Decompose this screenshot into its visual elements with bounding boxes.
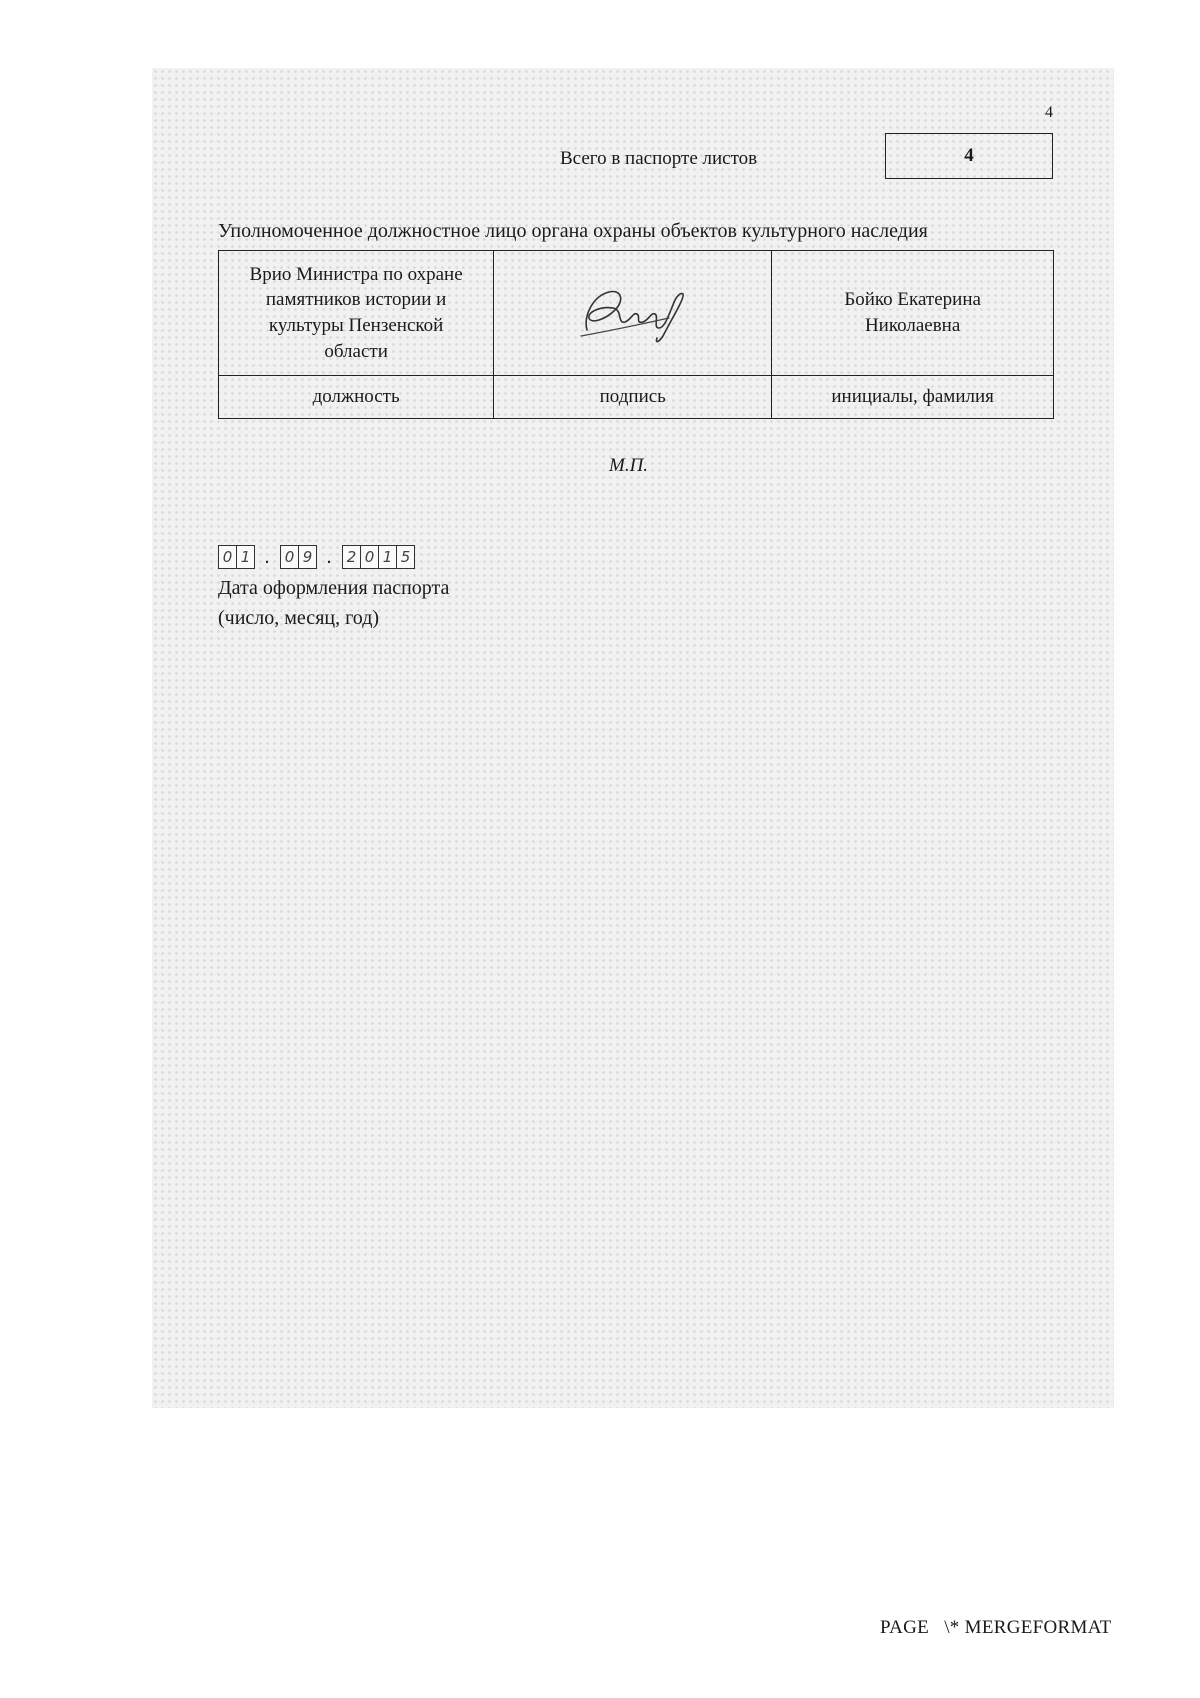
date-month-digit: 9 (298, 545, 317, 569)
seal-label: М.П. (609, 455, 649, 476)
date-boxes (218, 545, 414, 569)
name-cell (772, 251, 1054, 376)
date-year-digit: 2 (342, 545, 361, 569)
date-year-digit: 1 (378, 545, 397, 569)
signature-table-main-row (219, 251, 1054, 376)
date-caption (218, 573, 449, 633)
position-line: Врио Министра по охране (249, 263, 463, 285)
signature-caption: подпись (494, 376, 772, 419)
date-separator: . (264, 546, 270, 568)
date-caption-line: (число, месяц, год) (218, 607, 380, 629)
handwritten-signature (573, 278, 693, 348)
position-cell (219, 251, 494, 376)
page-field-code: PAGE \* MERGEFORMAT (880, 1617, 1112, 1638)
date-day-digit: 0 (218, 545, 237, 569)
name-line: Бойко Екатерина (844, 289, 981, 311)
authority-caption: Уполномоченное должностное лицо органа охраны объектов культурного наследия (218, 220, 928, 242)
signature-cell (494, 251, 772, 376)
date-day-digit: 1 (236, 545, 255, 569)
name-line: Николаевна (864, 315, 961, 336)
position-line: культуры Пензенской (268, 315, 444, 336)
position-line: памятников истории и (265, 289, 447, 311)
date-caption-line: Дата оформления паспорта (218, 577, 450, 599)
date-month-digit: 0 (280, 545, 299, 569)
signature-table (218, 250, 1054, 419)
position-caption: должность (219, 376, 494, 419)
page-number: 4 (1045, 104, 1053, 121)
signature-table-caption-row (219, 376, 1054, 419)
sheets-count-label: Всего в паспорте листов (560, 148, 758, 169)
position-line: области (324, 340, 388, 362)
date-year-digit: 0 (360, 545, 379, 569)
date-year-digit: 5 (396, 545, 415, 569)
sheets-count-box: 4 (885, 133, 1053, 179)
date-separator: . (326, 546, 332, 568)
name-caption: инициалы, фамилия (772, 376, 1054, 419)
